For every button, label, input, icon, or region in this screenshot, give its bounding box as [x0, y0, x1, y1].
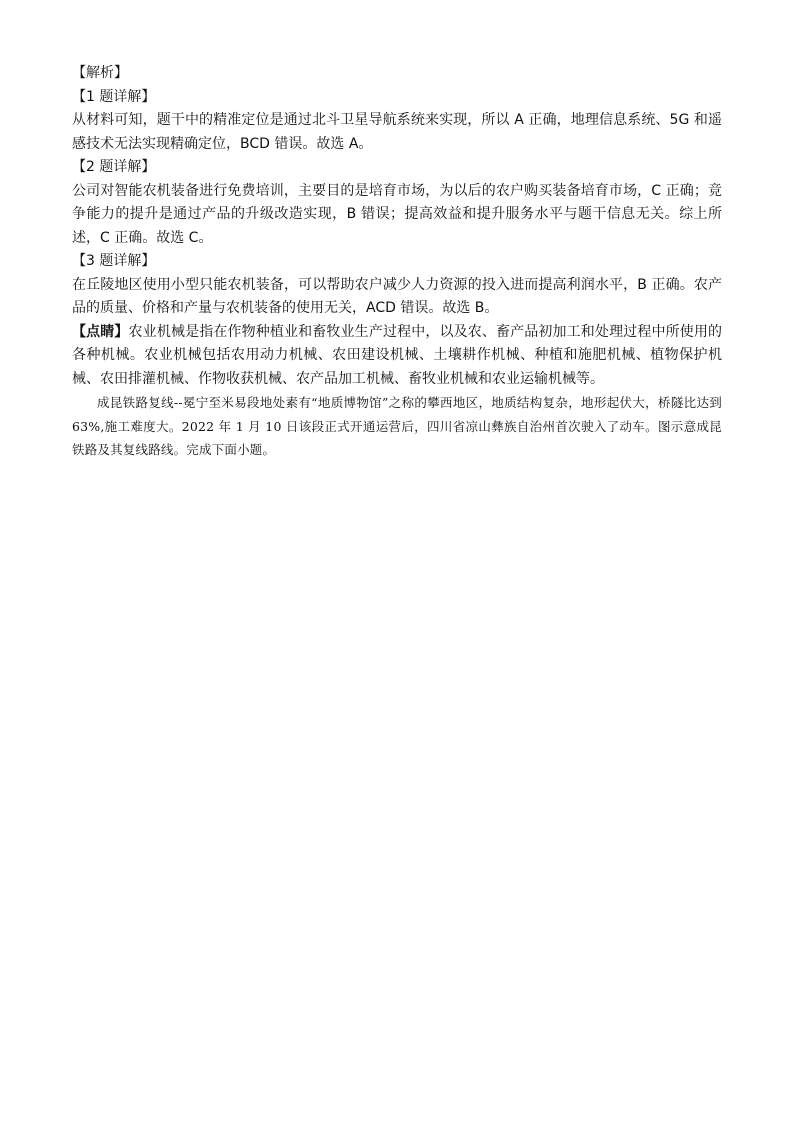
dianjing-body: 农业机械是指在作物种植业和畜牧业生产过程中，以及农、畜产品初加工和处理过程中所使用的各种机械。农业机械包括农用动力机械、农田建设机械、土壤耕作机械、种植和施肥机械、植物保护机械、农田排灌机械、作物收获机械、农产品加工机械、畜牧业机械和农业运输机械等。: [72, 323, 723, 387]
q1-explanation: 从材料可知，题干中的精准定位是通过北斗卫星导航系统来实现，所以 A 正确，地理信息系统、5G 和遥感技术无法实现精确定位，BCD 错误。故选 A。: [72, 112, 722, 152]
q2-header: 【2 题详解】: [72, 159, 156, 175]
q3-header: 【3 题详解】: [72, 253, 156, 269]
next-question-stem: 成昆铁路复线--冕宁至米易段地处素有“地质博物馆”之称的攀西地区，地质结构复杂，地形起伏大，桥隧比达到 63%,施工难度大。2022 年 1 月 10 日该段正式开通运营后，四川省凉山彝族自治州首次驶入了动车。图示意成昆铁路及其复线路线。完成下面小题。: [72, 395, 722, 457]
document-page: [72, 62, 722, 462]
dianjing-paragraph: [72, 321, 722, 392]
q2-explanation: 公司对智能农机装备进行免费培训，主要目的是培育市场，为以后的农户购买装备培育市场，C 正确；竞争能力的提升是通过产品的升级改造实现，B 错误；提高效益和提升服务水平与题干信息无关。综上所述，C 正确。故选 C。: [72, 182, 722, 246]
dianjing-label: 【点睛】: [72, 323, 129, 340]
q1-header: 【1 题详解】: [72, 88, 156, 105]
q3-explanation: 在丘陵地区使用小型只能农机装备，可以帮助农户减少人力资源的投入进而提高利润水平，B 正确。农产品的质量、价格和产量与农机装备的使用无关，ACD 错误。故选 B。: [72, 276, 722, 316]
analysis-header: 【解析】: [72, 65, 128, 81]
